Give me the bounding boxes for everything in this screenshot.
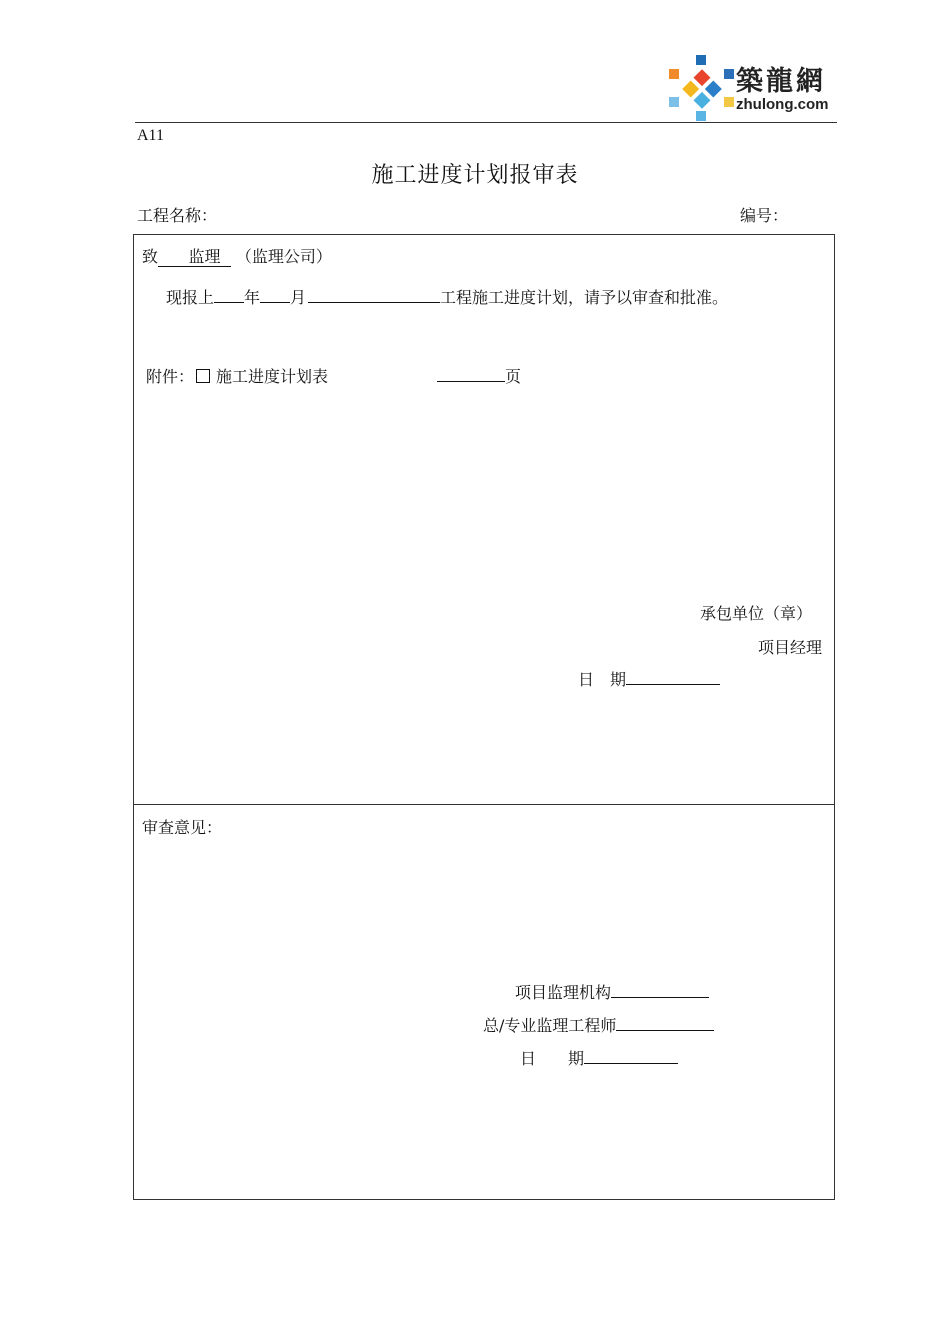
project-field[interactable] [308,301,440,303]
chief-engineer-field[interactable] [616,1029,714,1031]
form-title: 施工进度计划报审表 [371,163,579,188]
contractor-label: 承包单位（章） [700,604,813,623]
section-divider [133,804,835,805]
month-field[interactable] [260,301,290,303]
attachment-pages: 页 [437,364,521,387]
date-field-1[interactable] [626,683,720,685]
header-rule [135,122,837,123]
supervision-org-field[interactable] [611,996,709,998]
attachment-checkbox[interactable] [196,369,210,383]
date-field-2[interactable] [584,1062,678,1064]
attachment-line: 附件： 施工进度计划表 [146,367,329,386]
date-line-2: 日 期 [520,1046,678,1069]
report-line: 现报上 年 月 工程施工进度计划，请予以审查和批准。 [166,288,729,307]
project-manager-label: 项目经理 [758,638,823,657]
pages-field[interactable] [437,380,505,382]
recipient-field[interactable]: 监理 [158,247,231,267]
serial-no-label: 编号： [740,206,789,225]
project-name-label: 工程名称： [137,206,218,225]
year-field[interactable] [214,301,244,303]
logo-chinese-name: 築龍網 [736,66,826,97]
form-code: A11 [137,127,164,144]
to-prefix: 致 [142,247,159,266]
review-label: 审查意见： [142,818,223,837]
date-line-1: 日 期 [578,667,720,690]
logo-domain: zhulong.com [736,96,829,113]
chief-engineer-line: 总/专业监理工程师 [483,1013,714,1036]
to-suffix: （监理公司） [235,247,332,266]
supervision-org-line: 项目监理机构 [515,980,709,1003]
addressee-line [142,244,332,267]
